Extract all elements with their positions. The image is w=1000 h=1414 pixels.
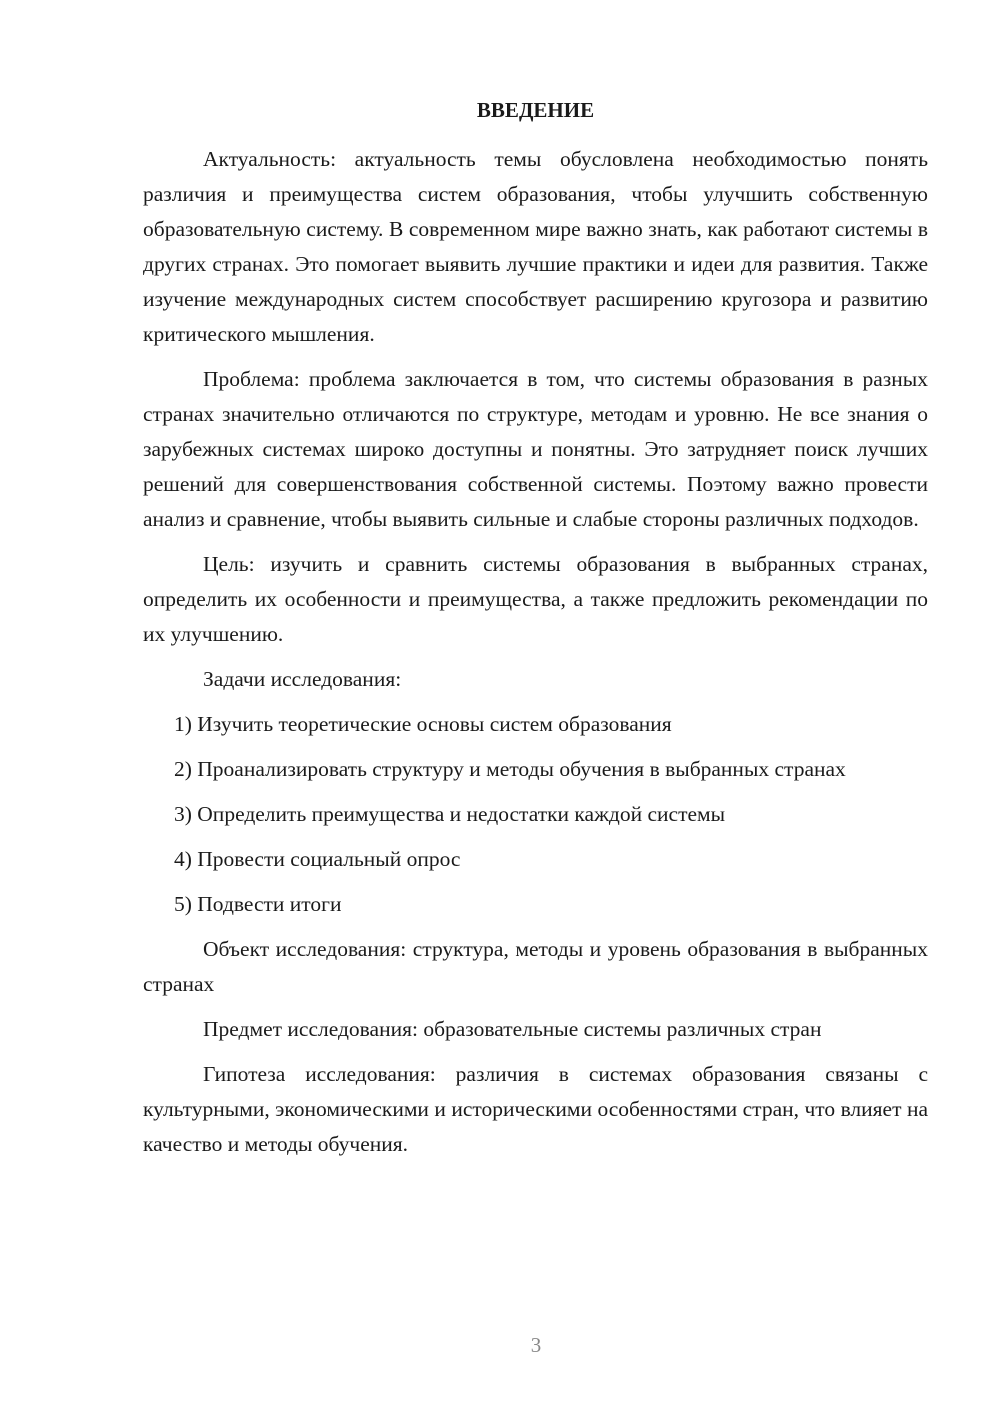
task-item: 2) Проанализировать структуру и методы обучения в выбранных странах	[174, 757, 846, 781]
subject-paragraph: Предмет исследования: образовательные системы различных стран	[203, 1017, 822, 1041]
tasks-heading: Задачи исследования:	[203, 667, 402, 691]
document-page	[143, 92, 928, 1172]
hypothesis-paragraph: Гипотеза исследования: различия в системах образования связаны с культурными, экономическими и историческими особенностями стран, что влияет на качество и методы обучения.	[143, 1062, 928, 1156]
object-paragraph: Объект исследования: структура, методы и уровень образования в выбранных странах	[143, 937, 928, 996]
task-item: 5) Подвести итоги	[174, 892, 342, 916]
page-number: 3	[530, 1333, 542, 1357]
problem-paragraph: Проблема: проблема заключается в том, что системы образования в разных странах значительно отличаются по структуре, методам и уровню. Не все знания о зарубежных системах широко доступны и понятны. Это затрудняет поиск лучших решений для совершенствования собственной системы. Поэтому важно провести анализ и сравнение, чтобы выявить сильные и слабые стороны различных подходов.	[143, 367, 928, 531]
goal-paragraph: Цель: изучить и сравнить системы образования в выбранных странах, определить их особенности и преимущества, а также предложить рекомендации по их улучшению.	[143, 552, 928, 646]
task-item: 4) Провести социальный опрос	[174, 847, 461, 871]
task-item: 3) Определить преимущества и недостатки каждой системы	[174, 802, 726, 826]
section-title: ВВЕДЕНИЕ	[476, 98, 595, 122]
relevance-paragraph: Актуальность: актуальность темы обусловлена необходимостью понять различия и преимущества систем образования, чтобы улучшить собственную образовательную систему. В современном мире важно знать, как работают системы в других странах. Это помогает выявить лучшие практики и идеи для развития. Также изучение международных систем способствует расширению кругозора и развитию критического мышления.	[143, 147, 928, 346]
task-item: 1) Изучить теоретические основы систем образования	[174, 712, 672, 736]
